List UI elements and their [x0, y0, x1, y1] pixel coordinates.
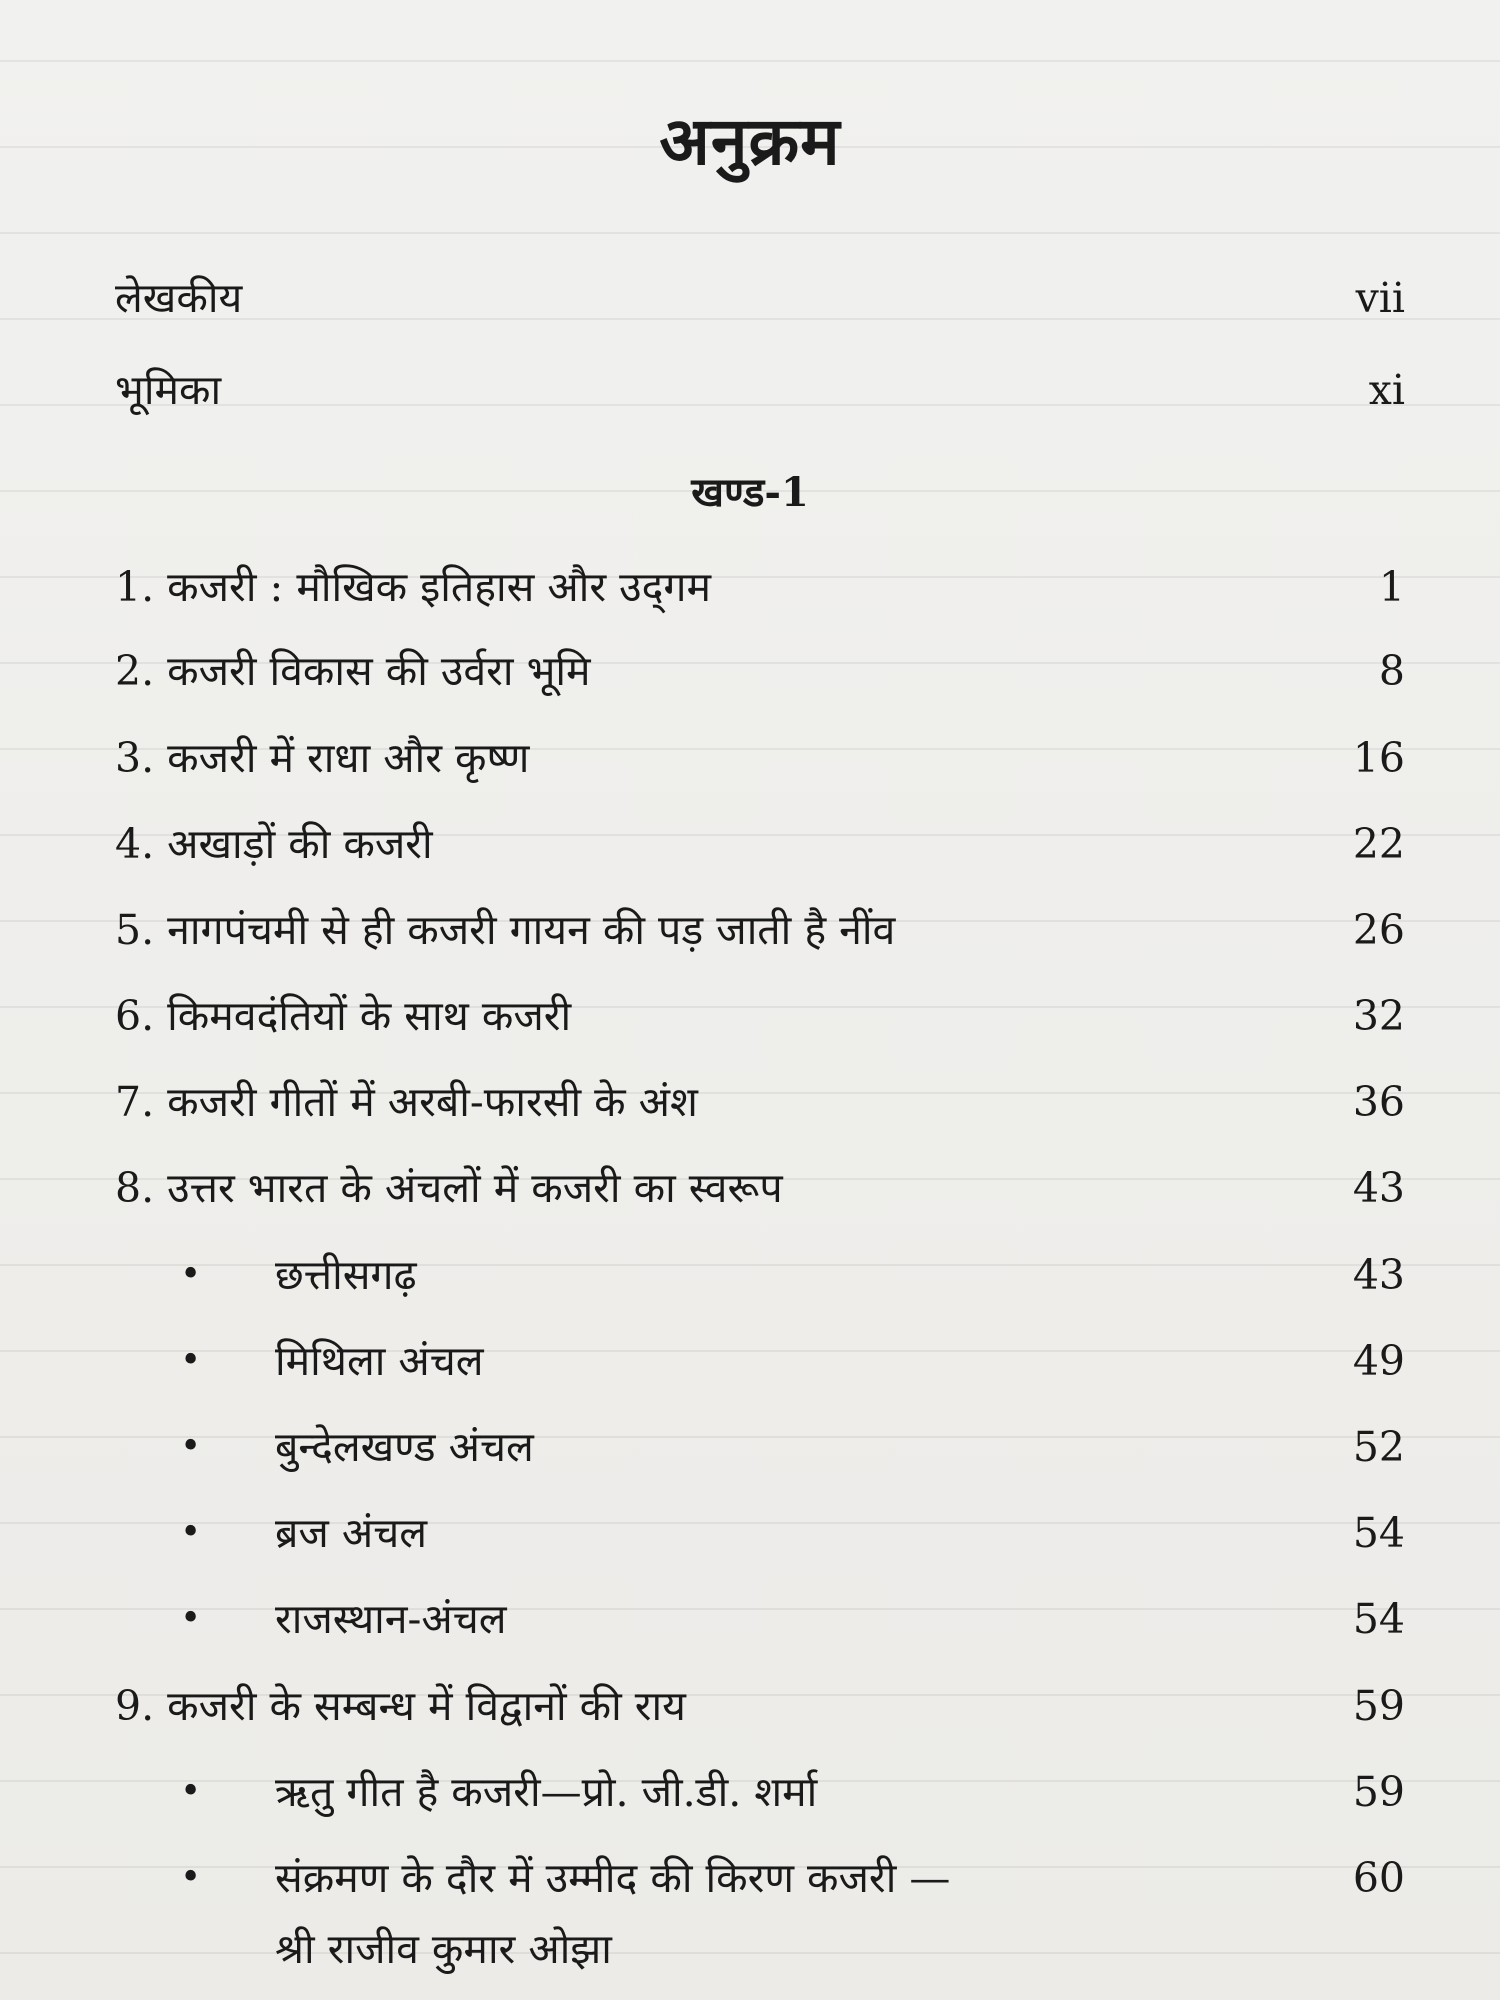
- toc-entry-label: 4. अखाड़ों की कजरी: [115, 820, 433, 868]
- toc-entry-label: छत्तीसगढ़: [275, 1251, 417, 1299]
- toc-entry-chapter-8: [115, 1153, 1405, 1223]
- toc-entry-chapter-7: [115, 1067, 1405, 1137]
- toc-entry-label: ऋतु गीत है कजरी—प्रो. जी.डी. शर्मा: [275, 1768, 818, 1816]
- toc-entry-label: 5. नागपंचमी से ही कजरी गायन की पड़ जाती है नींव: [115, 906, 896, 954]
- toc-entry-label: 2. कजरी विकास की उर्वरा भूमि: [115, 647, 591, 695]
- toc-subentry: [115, 1498, 1405, 1568]
- page-title: अनुक्रम: [659, 102, 841, 181]
- toc-entry-label: 6. किमवदंतियों के साथ कजरी: [115, 992, 572, 1040]
- toc-entry-label: 7. कजरी गीतों में अरबी-फारसी के अंश: [115, 1078, 698, 1126]
- toc-entry-label: 8. उत्तर भारत के अंचलों में कजरी का स्वरूप: [115, 1164, 783, 1212]
- toc-entry-lekhakiya: [115, 263, 1405, 333]
- bullet: •: [180, 1254, 202, 1295]
- toc-entry-page: 1: [1378, 563, 1405, 611]
- toc-entry-chapter-5: [115, 895, 1405, 965]
- toc-entry-page: 16: [1352, 734, 1405, 782]
- bullet: •: [180, 1771, 202, 1812]
- toc-entry-label: ब्रज अंचल: [275, 1509, 428, 1557]
- toc-entry-chapter-9: [115, 1671, 1405, 1741]
- toc-entry-chapter-3: [115, 723, 1405, 793]
- toc-entry-label-continuation: श्री राजीव कुमार ओझा: [275, 1925, 612, 1973]
- toc-subentry: [115, 1757, 1405, 1827]
- toc-entry-page: 52: [1352, 1423, 1405, 1471]
- toc-entry-page: 32: [1352, 992, 1405, 1040]
- toc-entry-page: 26: [1352, 906, 1405, 954]
- toc-entry-chapter-6: [115, 981, 1405, 1051]
- toc-entry-page: 49: [1352, 1337, 1405, 1385]
- toc-entry-label: संक्रमण के दौर में उम्मीद की किरण कजरी —: [275, 1854, 951, 1902]
- bullet: •: [180, 1426, 202, 1467]
- toc-entry-page: xi: [1368, 366, 1405, 414]
- toc-entry-bhumika: [115, 355, 1405, 425]
- toc-entry-label: भूमिका: [115, 366, 222, 414]
- toc-subentry: [115, 1843, 1405, 1913]
- toc-subentry: [115, 1240, 1405, 1310]
- toc-entry-label: राजस्थान-अंचल: [275, 1595, 507, 1643]
- toc-entry-page: vii: [1355, 274, 1405, 322]
- toc-entry-page: 8: [1378, 647, 1405, 695]
- bullet: •: [180, 1857, 202, 1898]
- toc-entry-page: 36: [1352, 1078, 1405, 1126]
- bullet: •: [180, 1340, 202, 1381]
- section-heading: खण्ड-1: [691, 469, 809, 516]
- toc-subentry: [115, 1412, 1405, 1482]
- toc-entry-chapter-4: [115, 809, 1405, 879]
- toc-entry-label: 1. कजरी : मौखिक इतिहास और उद्‌गम: [115, 563, 711, 611]
- toc-entry-page: 54: [1352, 1509, 1405, 1557]
- toc-subentry: [115, 1584, 1405, 1654]
- toc-entry-page: 22: [1352, 820, 1405, 868]
- toc-entry-label: बुन्देलखण्ड अंचल: [275, 1423, 534, 1471]
- toc-entry-page: 60: [1352, 1854, 1405, 1902]
- toc-entry-chapter-1: [115, 552, 1405, 622]
- bullet: •: [180, 1512, 202, 1553]
- toc-entry-label: 9. कजरी के सम्बन्ध में विद्वानों की राय: [115, 1682, 686, 1730]
- toc-entry-page: 43: [1352, 1251, 1405, 1299]
- toc-entry-page: 54: [1352, 1595, 1405, 1643]
- toc-entry-label: मिथिला अंचल: [275, 1337, 484, 1385]
- toc-entry-label: 3. कजरी में राधा और कृष्ण: [115, 734, 530, 782]
- bullet: •: [180, 1598, 202, 1639]
- toc-entry-chapter-2: [115, 636, 1405, 706]
- toc-entry-label: लेखकीय: [115, 274, 243, 322]
- toc-entry-page: 59: [1352, 1768, 1405, 1816]
- toc-entry-page: 43: [1352, 1164, 1405, 1212]
- toc-entry-page: 59: [1352, 1682, 1405, 1730]
- toc-subentry: [115, 1326, 1405, 1396]
